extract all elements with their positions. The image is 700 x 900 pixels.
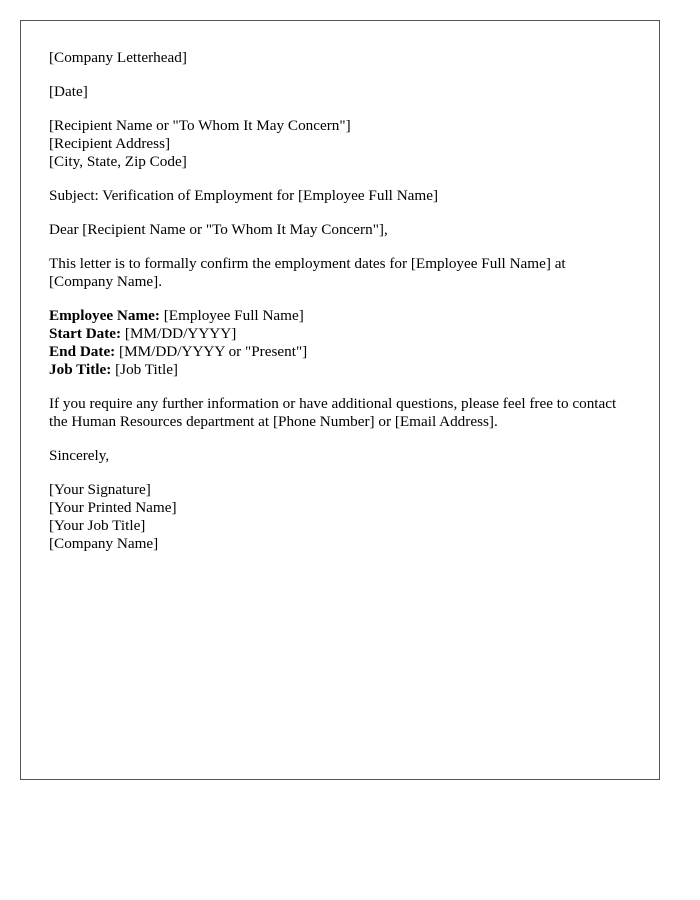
salutation-block [49,221,631,239]
end-date-value: [MM/DD/YYYY or "Present"] [115,343,308,360]
company-letterhead: [Company Letterhead] [49,49,187,66]
job-title-label: Job Title: [49,361,112,378]
job-title-value: [Job Title] [111,361,178,378]
intro-block [49,255,631,291]
employee-name-value: [Employee Full Name] [159,307,304,324]
employee-name-label: Employee Name: [49,307,160,324]
start-date-label: Start Date: [49,325,122,342]
recipient-block [49,117,631,171]
employment-details [49,307,631,379]
end-date-label: End Date: [49,343,116,360]
start-date-value: [MM/DD/YYYY] [121,325,237,342]
printed-name: [Your Printed Name] [49,499,177,516]
signer-job-title: [Your Job Title] [49,517,146,534]
subject-block [49,187,631,205]
closing-paragraph: If you require any further information or have additional questions, please feel free to contact the Human Resources department at [Phone Number] or [Email Address]. [49,395,617,430]
subject-line: Subject: Verification of Employment for [Employee Full Name] [49,187,439,204]
letterhead-block [49,49,631,67]
sign-off-block [49,447,631,465]
salutation: Dear [Recipient Name or "To Whom It May Concern"], [49,221,388,238]
sign-off: Sincerely, [49,447,110,464]
letter-page [20,20,660,780]
start-date-row [49,325,631,343]
date-block [49,83,631,101]
end-date-row [49,343,631,361]
letter-date: [Date] [49,83,88,100]
intro-paragraph: This letter is to formally confirm the employment dates for [Employee Full Name] at [Company Name]. [49,255,566,290]
closing-block [49,395,631,431]
signature-block [49,481,631,553]
recipient-name: [Recipient Name or "To Whom It May Concern"] [49,117,351,134]
recipient-address: [Recipient Address] [49,135,171,152]
signer-company-name: [Company Name] [49,535,159,552]
job-title-row [49,361,631,379]
signature: [Your Signature] [49,481,151,498]
employee-name-row [49,307,631,325]
recipient-city-state-zip: [City, State, Zip Code] [49,153,187,170]
